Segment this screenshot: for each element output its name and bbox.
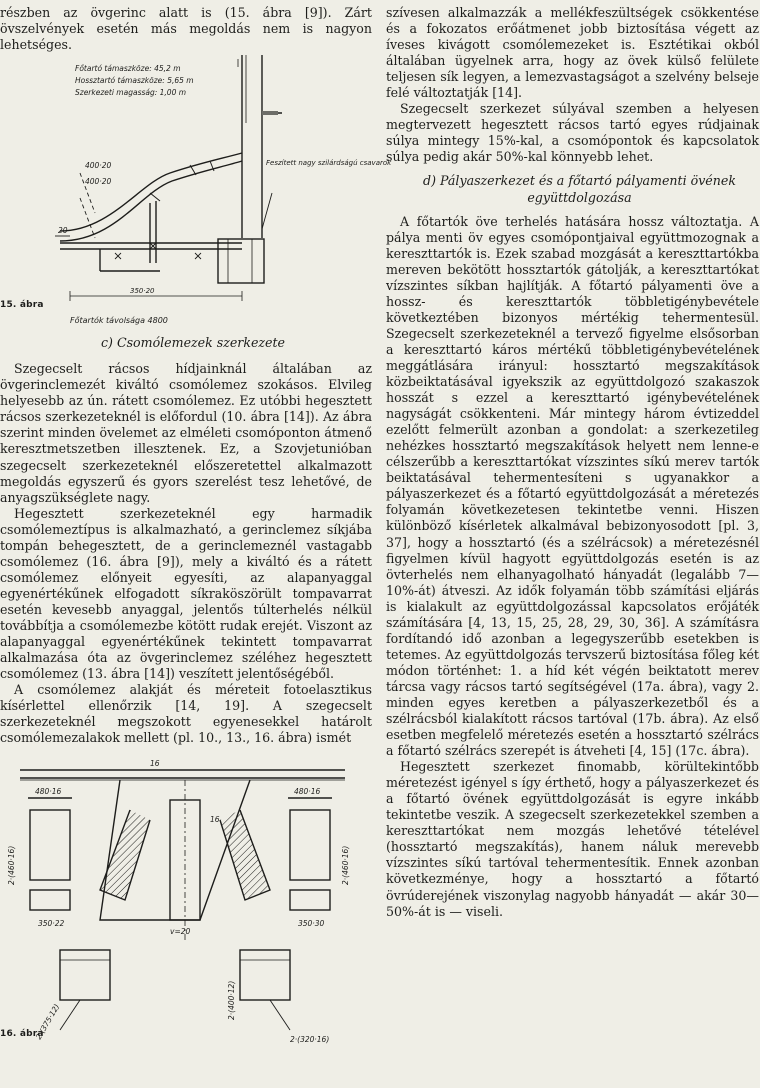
fig16-label-2-460-16a: 2·(460·16) <box>7 846 16 886</box>
fig16-label-16b: 16 <box>210 815 220 825</box>
fig16-label-16: 16 <box>150 759 160 769</box>
right-column <box>386 0 759 920</box>
fig16-label-350-22: 350·22 <box>38 919 65 929</box>
fig16-label-2-400-12: 2·(400·12) <box>227 981 236 1021</box>
fig16-label-v20: v=20 <box>170 927 191 937</box>
paragraph-c2: Hegesztett szerkezeteknél egy harmadik csomólemeztípus is alkalmazható, a gerinclemez síkjába tompán behegesztett, de a gerinclemeznél vastagabb csomólemez (16. ábra [9]), mely a kiváltó és a rátett csomólemez előnyeit egyesíti, az alapanyaggal egyenértékűnek elfogadott síkraköszörült tompavarrat esetén kevesebb anyaggal, jelentős túlterhelés nélkül továbbítja a csomólemezbe kötött rudak erejét. Viszont az alapanyaggal egyenértékűnek tekintett tompavarrat alkalmazása óta az övgerinclemez széléhez hegesztett csomólemez (13. ábra [14]) veszített jelentőségéből. <box>0 505 372 682</box>
section-heading-c: c) Csomólemezek szerkezete <box>100 335 286 351</box>
fig15-label-fesitett: Feszített nagy szilárdságú csavarok <box>266 159 392 168</box>
figure-16-drawing <box>0 750 372 1050</box>
paragraph-c1: Szegecselt rácsos hídjainknál általában az övgerinclemezét kiváltó csomólemez szokásos. Elvileg helyesebb az ún. rátett csomólemez. Ez utóbbi hegesztett rácsos szerkezeteknél is előfordul (10. ábra [14]). Az ábra szerint minden övelemet az elméleti csomóponton átmenő keresztmetszetben illesztenek. Ez, a Szovjetunióban szegecselt szerkezeteknél előszeretettel alkalmazott megoldás egyszerű és gyors szerelést tesz lehetővé, de anyagszükséglete nagy. <box>0 361 372 505</box>
fig15-label-400-20a: 400·20 <box>85 161 112 171</box>
section-heading-d-line2: együttdolgozása <box>527 189 632 205</box>
fig15-label-400-20b: 400·20 <box>85 177 112 187</box>
paragraph-right-2: A főtartók öve terhelés hatására hossz változtatja. A pálya menti öv egyes csomópontjaival együttmozognak a kereszttartók is. Ezek szabad mozgását a kereszttartókba mereven bekötött hossztartók gátolják, a kereszttartókat vízszintes síkban hajlítják. A főtartó pályamenti öve a hossz- és kereszttartók többletigénybevétele következtében bizonyos mértékig tehermentesül. Szegecselt szerkezeteknél a tervező figyelme elsősorban a kereszttartó káros mértékű többletigénybevételének meggátlására irányul: hossztartó megszakítások közbeiktatásával igyekszik az együttdolgozó szakaszok hosszát s ezzel a kereszttartó igénybevételének nagyságát csökkenteni. Már mintegy három évtizeddel ezelőtt felmerült azonban a gondolat: a szerkezetileg nehézkes hossztartó megszakítások helyett nem lenne-e célszerűbb a kereszttartókat vízszintes síkú merev tartók beiktatásával tehermentesíteni s ugyanakkor a pályaszerkezet és a főtartó együttdolgozását a méretezés folyamán következetesen tekintetbe venni. Hiszen különböző kísérletek alkalmával bebizonyosodott [pl. 3, 37], hogy a hossztartó (és a szélrácsok) a méretezésnél figyelmen kívül hagyott együttdolgozás esetén is az övterhelés nem elhanyagolható hányadát (legalább 7—10%-át) átveszi. Az idők folyamán több számítási eljárás is kialakult az együttdolgozással kapcsolatos erőjáték számítására [4, 13, 15, 25, 28, 29, 30, 36]. A számításra fordítandó idő azonban a legegyszerűbb esetekben is tetemes. Az együttdolgozás tervszerű biztosítása főleg két módon történhet: 1. a híd két végén beiktatott merev tárcsa vagy rácsos tartó segítségével (17a. ábra), vagy 2. minden egyes keretben a pályaszerkezetből és a szélrácsból kialakított rácsos tartóval (17b. ábra). Az első esetben megfelelő méretezés esetén a hossztartó szélrács a főtartó szélrács szerepét is átveheti [4, 15] (17c. ábra). <box>386 213 759 759</box>
fig15-label-20: 20 <box>58 226 68 236</box>
paragraph-intro: részben az övgerinc alatt is (15. ábra [9]). Zárt övszelvények esetén más megoldás nem is nagyon lehetséges. <box>0 5 372 53</box>
section-heading-d-line1: d) Pályaszerkezet és a főtartó pályamenti övének <box>423 173 736 189</box>
figure-15 <box>0 53 392 326</box>
paragraph-right-3: Hegesztett szerkezet finomabb, körültekintőbb méretezést igényel s így érthető, hogy a pályaszerkezet és a főtartó övének együttdolgozását is egyre inkább tekintetbe veszik. A szegecselt szerkezetekkel szemben a kereszttartókat nem mozgás lehetővé tételével (hossztartó megszakítás), hanem náluk merevebb vízszintes síkú tartóval tehermentesítik. Ennek azonban következménye, hogy a hossztartó a főtartó övrúderejének viszonylag nagyobb hányadát — akár 30—50%-át is — viseli. <box>386 759 759 919</box>
fig15-label-hossztarto-tav: Hossztartó támaszköze: 5,65 m <box>75 76 194 86</box>
fig16-label-2-375-12: 2·(375·12) <box>33 1002 62 1042</box>
figure-15-caption: 15. ábra <box>0 300 44 311</box>
paragraph-c3: A csomólemez alakját és méreteit fotoelasztikus kísérlettel ellenőrzik [14, 19]. A szegecselt szerkezeteknél megszokott egyenesekkel határolt csomólemezalakok mellett (pl. 10., 13., 16. ábra) ismét <box>0 682 372 746</box>
fig16-label-2-460-16b: 2·(460·16) <box>341 846 350 886</box>
fig15-label-fotarto-tav: Főtartó támaszköze: 45,2 m <box>75 64 181 74</box>
fig16-label-480-16b: 480·16 <box>294 787 321 797</box>
figure-16-caption: 16. ábra <box>0 1029 44 1040</box>
fig16-label-480-16a: 480·16 <box>35 787 62 797</box>
fig15-label-350-20: 350·20 <box>130 287 155 296</box>
paragraph-right-0: szívesen alkalmazzák a mellékfeszültségek csökkentése és a fokozatos erőátmenet jobb biztosítása végett az íveses kivágott csomólemezeket is. Esztétikai okból általában ügyelnek arra, hogy az övek külső felülete teljesen sík legyen, a lemezvastagságot a szelvény belseje felé változtatják [14]. <box>386 5 759 101</box>
figure-16 <box>0 750 372 1050</box>
fig16-label-350-30: 350·30 <box>298 919 325 929</box>
fig15-label-magassag: Szerkezeti magasság: 1,00 m <box>75 88 187 98</box>
figure-15-drawing <box>0 53 392 326</box>
left-column <box>0 0 392 1045</box>
fig16-label-2-320-16: 2·(320·16) <box>290 1035 330 1045</box>
fig15-label-fotartok-tav: Főtartók távolsága 4800 <box>70 316 168 326</box>
paragraph-right-1: Szegecselt szerkezet súlyával szemben a helyesen megtervezett hegesztett rácsos tartó egyes rúdjainak súlya mintegy 15%-kal, a csomópontok és kapcsolatok súlya pedig akár 50%-kal könnyebb lehet. <box>386 101 759 165</box>
